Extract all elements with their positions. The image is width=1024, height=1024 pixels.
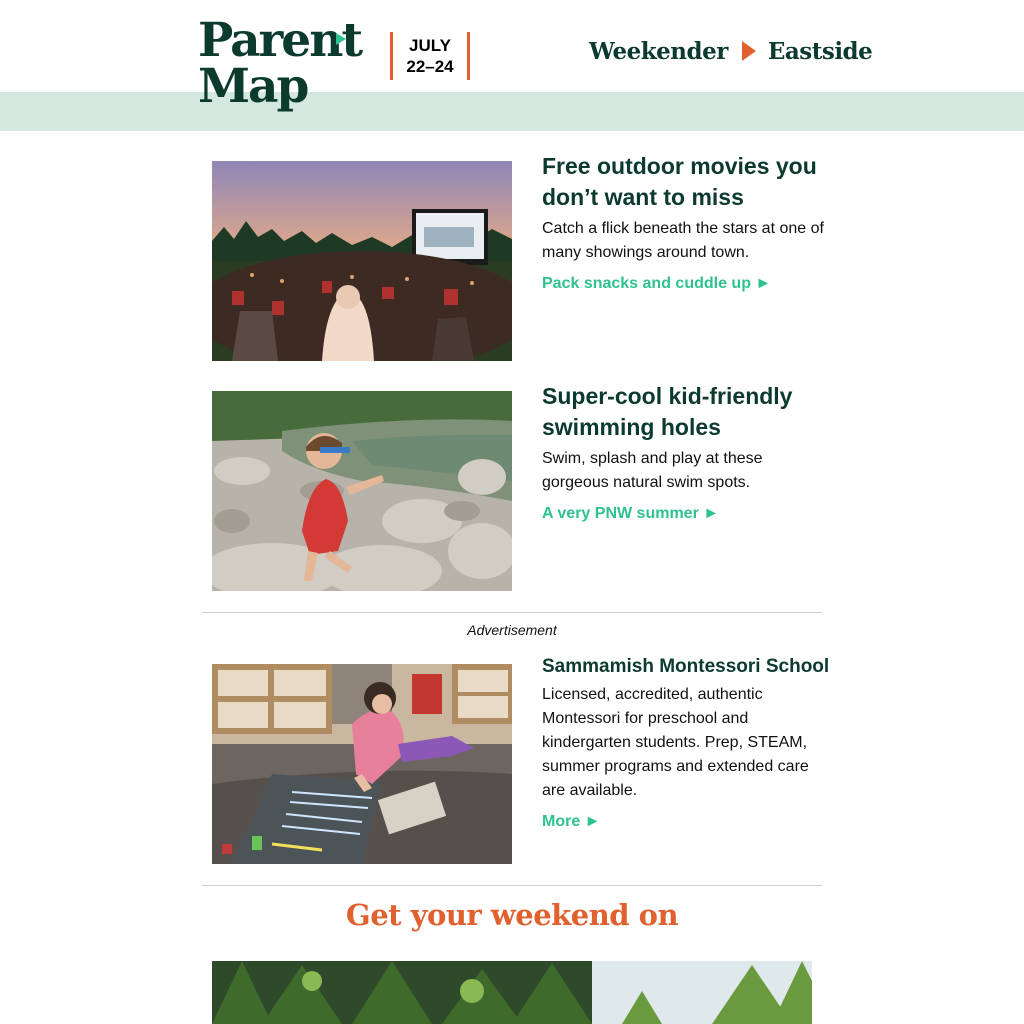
logo-word-map: Map	[198, 59, 308, 114]
breadcrumb-section: Weekender	[589, 38, 728, 65]
breadcrumb-arrow-icon	[742, 41, 756, 61]
issue-date	[390, 32, 470, 80]
header-band	[0, 92, 1024, 131]
divider	[202, 885, 822, 886]
article-description: Catch a flick beneath the stars at one of many showings around town.	[542, 220, 824, 261]
breadcrumb	[589, 38, 872, 65]
article-cta-link[interactable]: A very PNW summer ►	[542, 505, 720, 522]
outdoor-movie-photo[interactable]	[212, 161, 512, 361]
divider	[202, 612, 822, 613]
ad-more-link[interactable]: More ►	[542, 813, 601, 830]
article-cta-link[interactable]: Pack snacks and cuddle up ►	[542, 275, 772, 292]
article-description: Swim, splash and play at these gorgeous natural swim spots.	[542, 450, 763, 491]
issue-month: JULY	[409, 36, 451, 55]
logo-play-icon	[336, 33, 346, 45]
ad-description: Licensed, accredited, authentic Montessori for preschool and kindergarten students. Prep, STEAM, summer programs and extended care are available.	[542, 686, 809, 799]
swimming-hole-photo[interactable]	[212, 391, 512, 591]
article-swimming-holes	[542, 381, 832, 523]
ad-montessori	[542, 655, 832, 831]
forest-trees-photo[interactable]	[212, 961, 812, 1024]
montessori-classroom-photo[interactable]	[212, 664, 512, 864]
logo-word-parent: Parent	[198, 13, 362, 68]
issue-days: 22–24	[406, 57, 454, 76]
article-title[interactable]: Super-cool kid-friendly swimming holes	[542, 383, 793, 440]
section-title: Get your weekend on	[345, 898, 679, 932]
advertisement-label: Advertisement	[467, 622, 557, 638]
article-title[interactable]: Free outdoor movies you don’t want to miss	[542, 153, 817, 210]
article-outdoor-movies	[542, 151, 832, 293]
breadcrumb-region: Eastside	[767, 38, 873, 65]
ad-title[interactable]: Sammamish Montessori School	[542, 656, 830, 677]
parentmap-logo[interactable]	[198, 13, 362, 114]
